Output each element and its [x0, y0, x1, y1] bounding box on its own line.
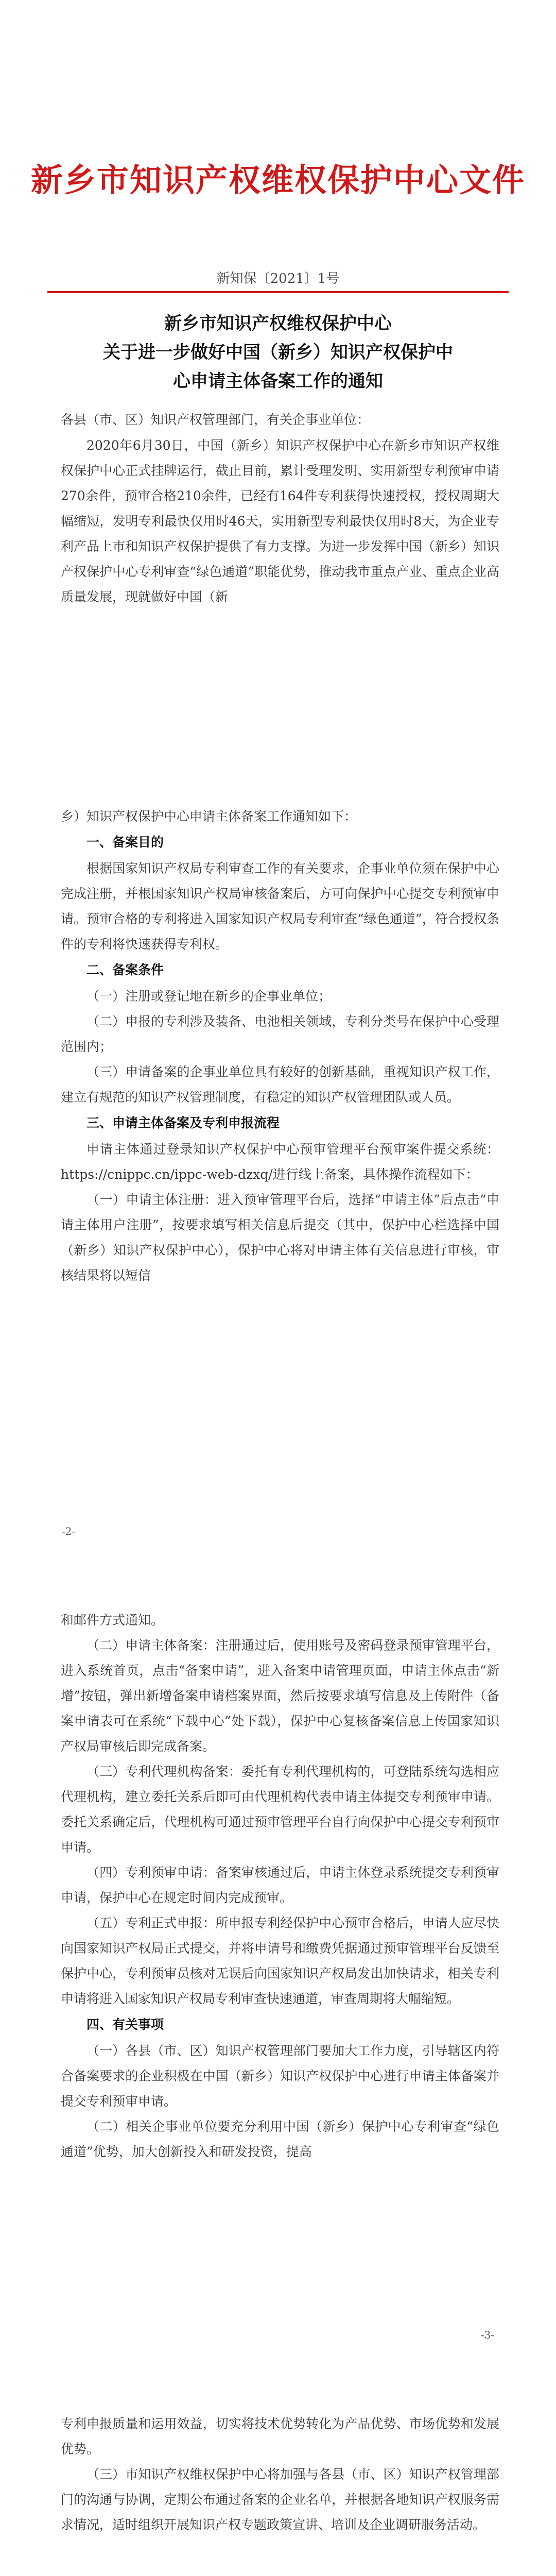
page-2-content: [61, 804, 499, 1288]
paragraph: 申请主体通过登录知识产权保护中心预审管理平台预审案件提交系统：https://cnippc.cn/ippc-web-dzxq/进行线上备案，具体操作流程如下：: [61, 1142, 499, 1182]
document-header-title: 新乡市知识产权维权保护中心文件: [30, 161, 525, 199]
continuation-text: 和邮件方式通知。: [61, 1613, 164, 1628]
section-heading: 四、有关事项: [86, 2017, 164, 2032]
notice-title-line: 新乡市知识产权维权保护中心: [164, 313, 392, 334]
list-item: （三）专利代理机构备案：委托有专利代理机构的，可登陆系统勾选相应代理机构，建立委托关系后即可由代理机构代表申请主体提交专利预审申请。委托关系确定后，代理机构可通过预审管理平台自行向保护中心提交专利预审申请。: [61, 1764, 499, 1855]
list-item: （一）注册或登记地在新乡的企事业单位；: [86, 989, 332, 1004]
list-item: （五）专利正式申报：所申报专利经保护中心预审合格后，申请人应尽快向国家知识产权局正式提交，并将申请号和缴费凭据通过预审管理平台反馈至保护中心，专利预审员核对无误后向国家知识产权局发出加快请求，相关专利申请将进入国家知识产权局专利审查快速通道，审查周期将大幅缩短。: [61, 1916, 499, 2006]
section-heading: 二、备案条件: [86, 962, 164, 977]
document-number: 新知保〔2021〕1号: [216, 271, 340, 286]
page-3: [0, 1587, 556, 2391]
list-item: （二）申请主体备案：注册通过后，使用账号及密码登录预审管理平台，进入系统首页，点击“备案申请”，进入备案申请管理页面，申请主体点击“新增”按钮，弹出新增备案申请档案界面，然后按要求填写信息及上传附件（备案申请表可在系统“下载中心”处下载），保护中心复核备案信息上传国家知识产权局审核后即完成备案。: [61, 1638, 499, 1754]
page-number: -3-: [480, 2329, 494, 2341]
page-4: [0, 2391, 556, 2576]
list-item: （三）市知识产权维权保护中心将加强与各县（市、区）知识产权管理部门的沟通与协调，定期公布通过备案的企业名单，并根据各地知识产权服务需求情况，适时组织开展知识产权专题政策宣讲、培训及企业调研服务活动。: [61, 2467, 499, 2532]
list-item: （二）申报的专利涉及装备、电池相关领域，专利分类号在保护中心受理范围内；: [61, 1014, 499, 1054]
list-item: （四）专利预审申请：备案审核通过后，申请主体登录系统提交专利预审申请，保护中心在规定时间内完成预审。: [61, 1865, 499, 1905]
continuation-text: 专利申报质量和运用效益，切实将技术优势转化为产品优势、市场优势和发展优势。: [61, 2416, 499, 2456]
paragraph: 根据国家知识产权局专利审查工作的有关要求，企事业单位须在保护中心完成注册，并根国家知识产权局审核备案后，方可向保护中心提交专利预审申请。预审合格的专利将进入国家知识产权局专利审查“绿色通道”，符合授权条件的专利将快速获得专利权。: [61, 861, 499, 952]
red-divider: [47, 291, 509, 293]
list-item: （一）各县（市、区）知识产权管理部门要加大工作力度，引导辖区内符合备案要求的企业积极在中国（新乡）知识产权保护中心进行申请主体备案并提交专利预审申请。: [61, 2043, 499, 2109]
page-2: [0, 783, 556, 1587]
page-4-content: [61, 2411, 499, 2537]
notice-title-line: 关于进一步做好中国（新乡）知识产权保护中: [103, 342, 453, 363]
list-item: （二）相关企事业单位要充分利用中国（新乡）保护中心专利审查“绿色通道”优势，加大创新投入和研发投资，提高: [61, 2119, 499, 2159]
intro-paragraph: 2020年6月30日，中国（新乡）知识产权保护中心在新乡市知识产权维权保护中心正式挂牌运行，截止目前，累计受理发明、实用新型专利预审申请270余件，预审合格210余件，已经有164件专利获得快速授权，授权周期大幅缩短，发明专利最快仅用时46天，实用新型专利最快仅用时8天，为企业专利产品上市和知识产权保护提供了有力支撑。为进一步发挥中国（新乡）知识产权保护中心专利审查“绿色通道”职能优势，推动我市重点产业、重点企业高质量发展，现就做好中国（新: [61, 438, 499, 604]
addressee: 各县（市、区）知识产权管理部门，有关企事业单位：: [61, 412, 370, 427]
page-3-content: [61, 1607, 499, 2164]
continuation-text: 乡）知识产权保护中心申请主体备案工作通知如下：: [61, 809, 357, 824]
list-item: （一）申请主体注册：进入预审管理平台后，选择“申请主体”后点击“申请主体用户注册”，按要求填写相关信息后提交（其中，保护中心栏选择中国（新乡）知识产权保护中心），保护中心将对申请主体有关信息进行审核，审核结果将以短信: [61, 1192, 499, 1283]
section-heading: 一、备案目的: [86, 835, 164, 850]
page-number: -2-: [62, 1525, 76, 1537]
notice-title: [51, 309, 505, 396]
section-heading: 三、申请主体备案及专利申报流程: [86, 1115, 280, 1130]
page-1: [0, 0, 556, 783]
notice-title-line: 心申请主体备案工作的通知: [173, 371, 383, 392]
list-item: （三）申请备案的企事业单位具有较好的创新基础，重视知识产权工作，建立有规范的知识产权管理制度，有稳定的知识产权管理团队或人员。: [61, 1064, 499, 1105]
